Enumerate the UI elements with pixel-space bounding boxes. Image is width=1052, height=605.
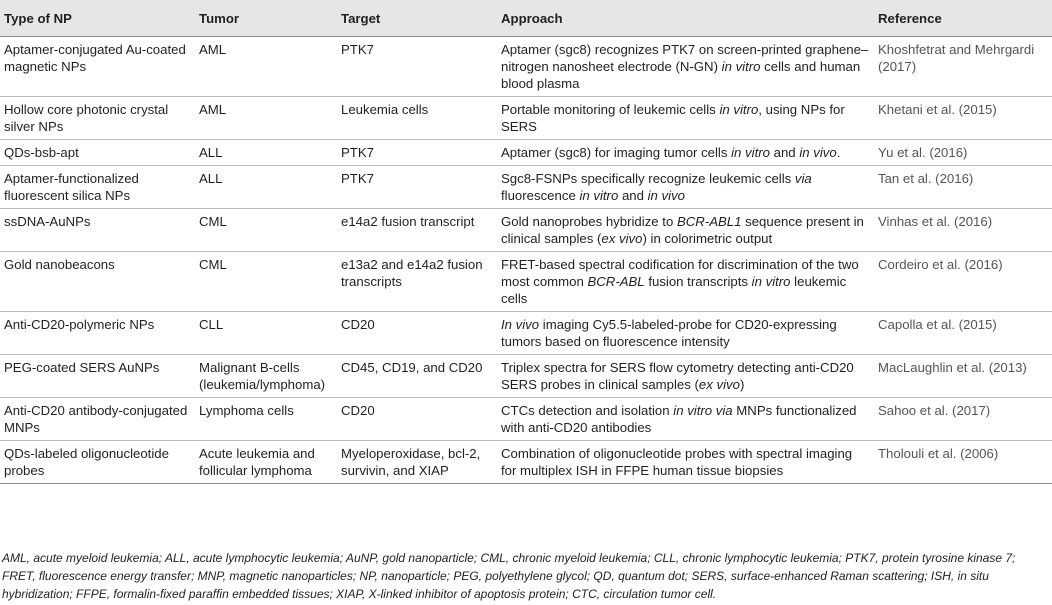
approach-text: leukemic cells — [501, 274, 847, 306]
cell-type-of-np: Anti-CD20 antibody-conjugated MNPs — [0, 398, 195, 441]
cell-reference: Capolla et al. (2015) — [874, 312, 1052, 355]
header-tumor: Tumor — [195, 0, 337, 37]
cell-target: PTK7 — [337, 140, 497, 166]
approach-text: Aptamer (sgc8) for imaging tumor cells — [501, 145, 732, 160]
approach-text: cells and human blood plasma — [501, 59, 861, 91]
cell-tumor: ALL — [195, 140, 337, 166]
cell-approach — [497, 37, 874, 97]
cell-tumor: CML — [195, 209, 337, 252]
header-approach: Approach — [497, 0, 874, 37]
approach-text: , using NPs for SERS — [501, 102, 845, 134]
approach-text: fluorescence — [501, 188, 580, 203]
cell-target: e13a2 and e14a2 fusion transcripts — [337, 252, 497, 312]
cell-type-of-np: Gold nanobeacons — [0, 252, 195, 312]
cell-target: e14a2 fusion transcript — [337, 209, 497, 252]
approach-italic-text: In vivo — [501, 317, 540, 332]
table-row — [0, 209, 1052, 252]
header-reference: Reference — [874, 0, 1052, 37]
table-row — [0, 140, 1052, 166]
cell-approach — [497, 140, 874, 166]
cell-approach — [497, 441, 874, 484]
approach-italic-text: ex vivo — [698, 377, 740, 392]
cell-type-of-np: Aptamer-conjugated Au-coated magnetic NPs — [0, 37, 195, 97]
approach-text: imaging Cy5.5-labeled-probe for CD20-expressing tumors based on fluorescence intensity — [501, 317, 837, 349]
approach-text: Combination of oligonucleotide probes with spectral imaging for multiplex ISH in FFPE human tissue biopsies — [501, 446, 853, 478]
header-target: Target — [337, 0, 497, 37]
approach-text: ) — [739, 377, 745, 392]
approach-italic-text: in vivo — [799, 145, 837, 160]
approach-text: sequence present in clinical samples ( — [501, 214, 864, 246]
cell-approach — [497, 97, 874, 140]
approach-italic-text: BCR-ABL1 — [676, 214, 742, 229]
cell-type-of-np: QDs-labeled oligonucleotide probes — [0, 441, 195, 484]
approach-italic-text: in vitro — [579, 188, 619, 203]
cell-type-of-np: Hollow core photonic crystal silver NPs — [0, 97, 195, 140]
approach-italic-text: in vitro — [719, 102, 759, 117]
approach-text: ) in colorimetric output — [642, 231, 773, 246]
approach-text: Sgc8-FSNPs specifically recognize leukemic cells — [501, 171, 795, 186]
approach-italic-text: in vitro — [751, 274, 791, 289]
cell-tumor: CLL — [195, 312, 337, 355]
table-row — [0, 97, 1052, 140]
approach-italic-text: in vitro via — [673, 403, 733, 418]
cell-tumor: Malignant B-cells (leukemia/lymphoma) — [195, 355, 337, 398]
table-row — [0, 252, 1052, 312]
header-type-of-np: Type of NP — [0, 0, 195, 37]
cell-reference: Sahoo et al. (2017) — [874, 398, 1052, 441]
cell-reference: Cordeiro et al. (2016) — [874, 252, 1052, 312]
approach-italic-text: BCR-ABL — [587, 274, 645, 289]
cell-target: CD20 — [337, 312, 497, 355]
approach-text: CTCs detection and isolation — [501, 403, 674, 418]
cell-target: PTK7 — [337, 166, 497, 209]
cell-tumor: Lymphoma cells — [195, 398, 337, 441]
cell-target: Leukemia cells — [337, 97, 497, 140]
table-row — [0, 441, 1052, 484]
cell-target: CD20 — [337, 398, 497, 441]
approach-text: fusion transcripts — [644, 274, 752, 289]
cell-type-of-np: PEG-coated SERS AuNPs — [0, 355, 195, 398]
table-footnote: AML, acute myeloid leukemia; ALL, acute lymphocytic leukemia; AuNP, gold nanoparticle; CML, chronic myeloid leukemia; CLL, chronic lymphocytic leukemia; PTK7, protein tyrosine kinase 7; FRET, fluorescence energy transfer; MNP, magnetic nanoparticles; NP, nanoparticle; PEG, polyethylene glycol; QD, quantum dot; SERS, surface-enhanced Raman scattering; ISH, in situ hybridization; FFPE, formalin-fixed paraffin embedded tissues; XIAP, X-linked inhibitor of apoptosis protein; CTC, circulation tumor cell. — [2, 551, 1016, 601]
approach-italic-text: in vivo — [647, 188, 686, 203]
cell-reference: Khetani et al. (2015) — [874, 97, 1052, 140]
cell-tumor: AML — [195, 97, 337, 140]
cell-type-of-np: Aptamer-functionalized fluorescent silica NPs — [0, 166, 195, 209]
table-body — [0, 37, 1052, 484]
approach-text: Aptamer (sgc8) recognizes PTK7 on screen-printed graphene–nitrogen nanosheet electrode (N-GN) — [501, 42, 869, 74]
cell-tumor: Acute leukemia and follicular lymphoma — [195, 441, 337, 484]
table-row — [0, 398, 1052, 441]
cell-type-of-np: Anti-CD20-polymeric NPs — [0, 312, 195, 355]
approach-text: Gold nanoprobes hybridize to — [501, 214, 677, 229]
approach-italic-text: in vitro — [721, 59, 761, 74]
cell-reference: Tholouli et al. (2006) — [874, 441, 1052, 484]
table-row — [0, 166, 1052, 209]
approach-text: FRET-based spectral codification for discrimination of the two most common — [501, 257, 859, 289]
cell-tumor: ALL — [195, 166, 337, 209]
cell-reference: MacLaughlin et al. (2013) — [874, 355, 1052, 398]
cell-target: PTK7 — [337, 37, 497, 97]
cell-approach — [497, 209, 874, 252]
table-row — [0, 355, 1052, 398]
cell-target: Myeloperoxidase, bcl-2, survivin, and XIAP — [337, 441, 497, 484]
table-row — [0, 37, 1052, 97]
cell-approach — [497, 166, 874, 209]
cell-approach — [497, 252, 874, 312]
approach-text: . — [836, 145, 841, 160]
cell-type-of-np: QDs-bsb-apt — [0, 140, 195, 166]
cell-tumor: CML — [195, 252, 337, 312]
approach-text: and — [769, 145, 800, 160]
cell-type-of-np: ssDNA-AuNPs — [0, 209, 195, 252]
approach-text: MNPs functionalized with anti-CD20 antibodies — [501, 403, 857, 435]
cell-tumor: AML — [195, 37, 337, 97]
header-row — [0, 0, 1052, 37]
table-row — [0, 312, 1052, 355]
cell-approach — [497, 312, 874, 355]
cell-reference: Yu et al. (2016) — [874, 140, 1052, 166]
approach-italic-text: in vitro — [731, 145, 770, 160]
approach-italic-text: via — [794, 171, 812, 186]
cell-reference: Tan et al. (2016) — [874, 166, 1052, 209]
cell-reference: Vinhas et al. (2016) — [874, 209, 1052, 252]
approach-text: and — [618, 188, 648, 203]
cell-target: CD45, CD19, and CD20 — [337, 355, 497, 398]
approach-text: Portable monitoring of leukemic cells — [501, 102, 720, 117]
cell-reference: Khoshfetrat and Mehrgardi (2017) — [874, 37, 1052, 97]
approach-italic-text: ex vivo — [601, 231, 643, 246]
cell-approach — [497, 355, 874, 398]
approach-text: Triplex spectra for SERS flow cytometry detecting anti-CD20 SERS probes in clinical samples ( — [501, 360, 854, 392]
cell-approach — [497, 398, 874, 441]
